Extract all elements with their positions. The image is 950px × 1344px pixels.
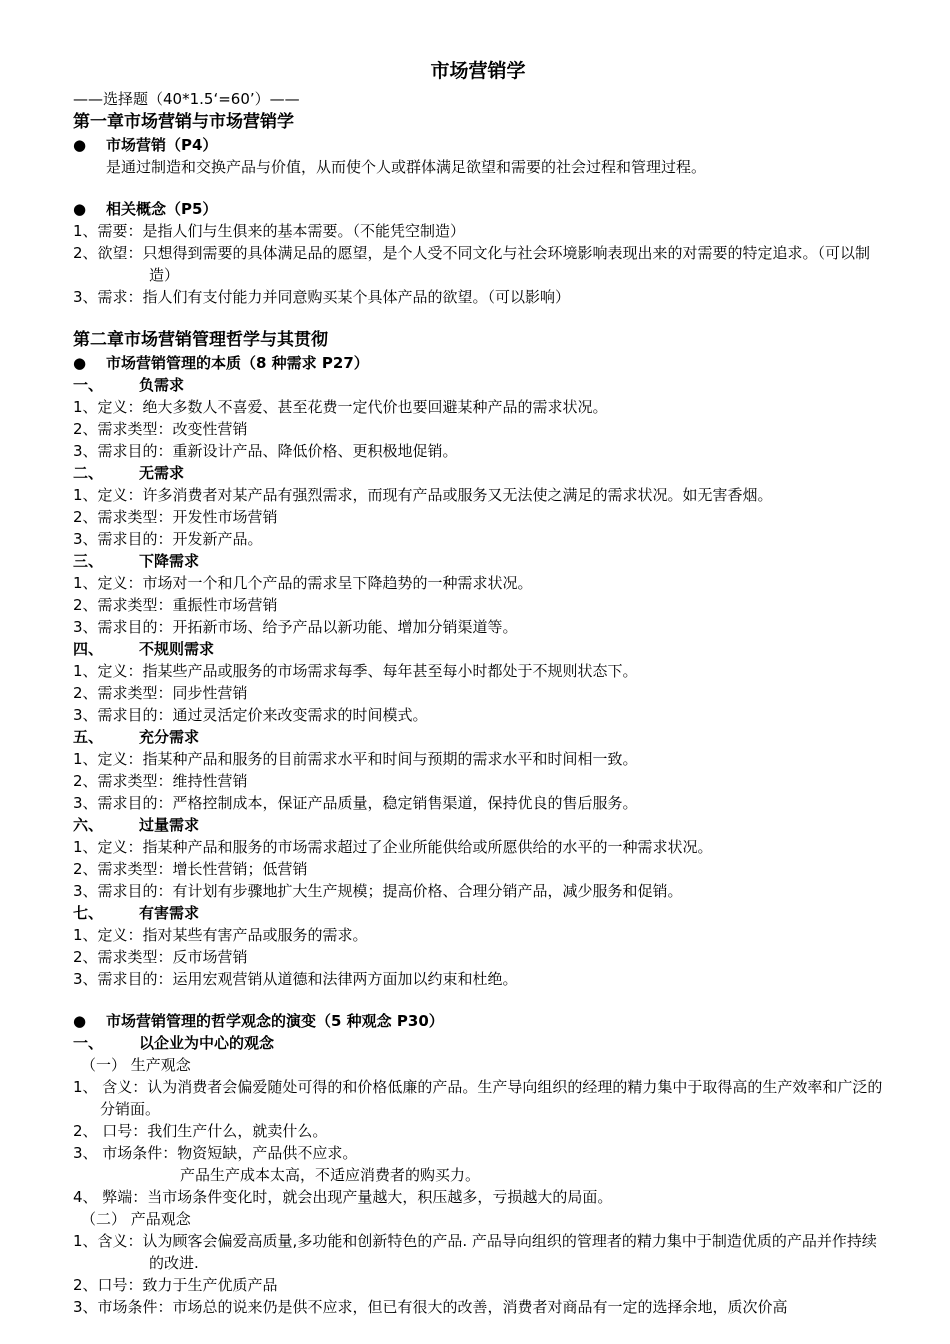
line-text: 2、需求类型：反市场营销 [73, 948, 248, 966]
line-text: 1、定义：指某种产品和服务的目前需求水平和时间与预期的需求水平和时间相一致。 [73, 750, 638, 768]
section-heading [73, 374, 883, 396]
section-heading [73, 814, 883, 836]
text-line [73, 1164, 883, 1186]
text-line [73, 572, 883, 594]
blank-line [73, 990, 883, 1010]
line-text: 有害需求 [139, 904, 200, 922]
line-text: 3、市场条件：市场总的说来仍是供不应求，但已有很大的改善，消费者对商品有一定的选择余地，质次价高 [73, 1298, 788, 1316]
line-text: 产品生产成本太高，不适应消费者的购买力。 [180, 1166, 481, 1184]
section-heading [73, 726, 883, 748]
line-text: ——选择题（40*1.5‘=60’）—— [73, 90, 300, 108]
text-line [73, 748, 883, 770]
section-number: 三、 [73, 552, 104, 570]
line-text: 无需求 [139, 464, 185, 482]
section-heading [73, 550, 883, 572]
line-text: 1、定义：指对某些有害产品或服务的需求。 [73, 926, 368, 944]
line-text: 第一章市场营销与市场营销学 [73, 112, 294, 132]
text-line [73, 1186, 883, 1208]
text-line [73, 792, 883, 814]
text-line [73, 1230, 883, 1274]
line-text: 下降需求 [139, 552, 200, 570]
text-line [73, 242, 883, 286]
line-text: 3、需求目的：开拓新市场、给予产品以新功能、增加分销渠道等。 [73, 618, 518, 636]
line-text: 是通过制造和交换产品与价值，从而使个人或群体满足欲望和需要的社会过程和管理过程。 [106, 158, 707, 176]
bullet-icon: ● [73, 1012, 87, 1030]
document-body [73, 88, 883, 1318]
text-line [73, 440, 883, 462]
text-line [73, 594, 883, 616]
text-line [73, 1208, 883, 1230]
line-text: 1、需要：是指人们与生俱来的基本需要。（不能凭空制造） [73, 222, 466, 240]
text-line [73, 836, 883, 858]
bullet-heading [73, 198, 883, 220]
text-line [73, 220, 883, 242]
line-text: 1、定义：指某种产品和服务的市场需求超过了企业所能供给或所愿供给的水平的一种需求状况。 [73, 838, 713, 856]
section-number: 一、 [73, 376, 104, 394]
line-text: （二） 产品观念 [81, 1210, 191, 1228]
text-line [73, 858, 883, 880]
line-text: 市场营销（P4） [106, 136, 218, 154]
line-text: 市场营销管理的哲学观念的演变（5 种观念 P30） [106, 1012, 444, 1030]
bullet-heading [73, 352, 883, 374]
text-line [73, 156, 883, 178]
line-text: 3、需求：指人们有支付能力并同意购买某个具体产品的欲望。（可以影响） [73, 288, 571, 306]
line-text: 3、需求目的：运用宏观营销从道德和法律两方面加以约束和杜绝。 [73, 970, 518, 988]
section-heading [73, 902, 883, 924]
text-line [73, 528, 883, 550]
line-text: 2、需求类型：改变性营销 [73, 420, 248, 438]
line-text: 1、定义：许多消费者对某产品有强烈需求，而现有产品或服务又无法使之满足的需求状况。如无害香烟。 [73, 486, 773, 504]
line-text: 不规则需求 [139, 640, 215, 658]
line-text: 负需求 [139, 376, 185, 394]
blank-line [73, 178, 883, 198]
line-text: 1、含义：认为顾客会偏爱高质量,多功能和创新特色的产品. 产品导向组织的管理者的精力集中于制造优质的产品并作持续的改进. [73, 1232, 877, 1272]
line-text: 1、定义：绝大多数人不喜爱、甚至花费一定代价也要回避某种产品的需求状况。 [73, 398, 608, 416]
section-heading [73, 1032, 883, 1054]
section-heading [73, 638, 883, 660]
line-text: 2、口号：致力于生产优质产品 [73, 1276, 278, 1294]
line-text: 3、需求目的：重新设计产品、降低价格、更积极地促销。 [73, 442, 458, 460]
section-number: 六、 [73, 816, 104, 834]
line-text: 3、 市场条件：物资短缺，产品供不应求。 [73, 1144, 358, 1162]
line-text: 2、需求类型：重振性市场营销 [73, 596, 278, 614]
text-line [73, 418, 883, 440]
text-line [73, 286, 883, 308]
line-text: 充分需求 [139, 728, 200, 746]
text-line [73, 484, 883, 506]
text-line [73, 946, 883, 968]
line-text: 3、需求目的：通过灵活定价来改变需求的时间模式。 [73, 706, 428, 724]
chapter-heading [73, 328, 883, 352]
line-text: 4、 弊端：当市场条件变化时，就会出现产量越大，积压越多，亏损越大的局面。 [73, 1188, 613, 1206]
text-line [73, 506, 883, 528]
text-line [73, 682, 883, 704]
line-text: 2、需求类型：同步性营销 [73, 684, 248, 702]
section-number: 四、 [73, 640, 104, 658]
text-line [73, 660, 883, 682]
bullet-heading [73, 134, 883, 156]
text-line [73, 704, 883, 726]
text-line [73, 1142, 883, 1164]
bullet-icon: ● [73, 136, 87, 154]
line-text: 3、需求目的：严格控制成本，保证产品质量，稳定销售渠道，保持优良的售后服务。 [73, 794, 638, 812]
section-number: 二、 [73, 464, 104, 482]
text-line [73, 1076, 883, 1120]
text-line [73, 968, 883, 990]
line-text: 过量需求 [139, 816, 200, 834]
text-line [73, 1054, 883, 1076]
line-text: 3、需求目的：有计划有步骤地扩大生产规模；提高价格、合理分销产品，减少服务和促销。 [73, 882, 683, 900]
section-heading [73, 462, 883, 484]
line-text: （一） 生产观念 [81, 1056, 191, 1074]
text-line [73, 1120, 883, 1142]
bullet-heading [73, 1010, 883, 1032]
section-number: 五、 [73, 728, 104, 746]
line-text: 2、 口号：我们生产什么，就卖什么。 [73, 1122, 328, 1140]
text-line [73, 1274, 883, 1296]
chapter-heading [73, 110, 883, 134]
line-text: 市场营销管理的本质（8 种需求 P27） [106, 354, 369, 372]
document-page [73, 56, 883, 1318]
text-line [73, 616, 883, 638]
line-text: 1、 含义：认为消费者会偏爱随处可得的和价格低廉的产品。生产导向组织的经理的精力集中于取得高的生产效率和广泛的分销面。 [73, 1078, 883, 1118]
document-title: 市场营销学 [430, 60, 526, 82]
bullet-icon: ● [73, 200, 87, 218]
line-text: 第二章市场营销管理哲学与其贯彻 [73, 330, 328, 350]
line-text: 3、需求目的：开发新产品。 [73, 530, 263, 548]
text-line [73, 1296, 883, 1318]
text-line [73, 880, 883, 902]
line-text: 相关概念（P5） [106, 200, 218, 218]
blank-line [73, 308, 883, 328]
line-text: 以企业为中心的观念 [139, 1034, 275, 1052]
line-text: 2、欲望：只想得到需要的具体满足品的愿望，是个人受不同文化与社会环境影响表现出来的对需要的特定追求。（可以制造） [73, 244, 871, 284]
line-text: 2、需求类型：维持性营销 [73, 772, 248, 790]
text-line [73, 396, 883, 418]
section-number: 一、 [73, 1034, 104, 1052]
line-text: 1、定义：市场对一个和几个产品的需求呈下降趋势的一种需求状况。 [73, 574, 533, 592]
bullet-icon: ● [73, 354, 87, 372]
text-line [73, 924, 883, 946]
section-number: 七、 [73, 904, 104, 922]
line-text: 2、需求类型：增长性营销；低营销 [73, 860, 308, 878]
text-line [73, 770, 883, 792]
line-text: 1、定义：指某些产品或服务的市场需求每季、每年甚至每小时都处于不规则状态下。 [73, 662, 638, 680]
line-text: 2、需求类型：开发性市场营销 [73, 508, 278, 526]
text-line [73, 88, 883, 110]
